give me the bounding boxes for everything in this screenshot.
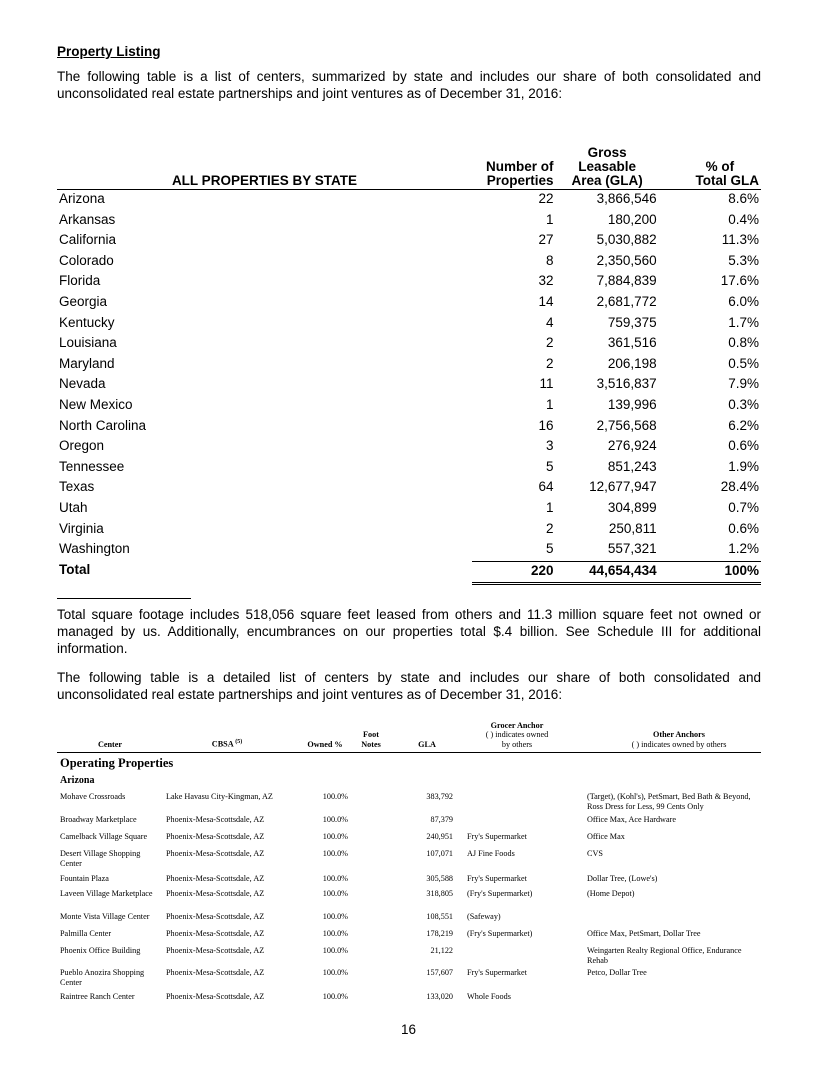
detail-gla: 21,122 [430, 946, 453, 955]
detail-owned: 100.0% [322, 874, 348, 883]
detail-grocer: (Fry's Supermarket) [467, 929, 533, 938]
detail-gla: 87,379 [430, 815, 453, 824]
detail-center: Desert Village Shopping Center [60, 849, 141, 868]
detail-header-gla: GLA [418, 739, 436, 749]
table-row [57, 334, 761, 355]
cell-number: 16 [538, 417, 554, 433]
table-row [57, 211, 761, 232]
detail-other: Weingarten Realty Regional Office, Endurance Rehab [587, 946, 742, 965]
detail-header-grocer: Grocer Anchor ( ) indicates owned by others [485, 720, 549, 749]
summary-header-row [57, 146, 761, 190]
cell-pct: 8.6% [728, 191, 759, 206]
detail-center: Phoenix Office Building [60, 946, 141, 955]
intro2-paragraph: The following table is a detailed list of centers by state and includes our share of both consolidated and unconsolidated real estate partnerships and joint ventures as of December 31, 2016: [57, 670, 761, 702]
total-number: 220 [472, 561, 556, 584]
cell-number: 3 [546, 438, 554, 454]
cell-pct: 1.2% [728, 541, 759, 557]
table-row [57, 252, 761, 273]
table-row [57, 437, 761, 458]
cell-number: 4 [546, 314, 554, 330]
cell-number: 32 [538, 273, 554, 289]
detail-gla: 383,792 [426, 792, 453, 801]
detail-gla: 133,020 [426, 992, 453, 1001]
detail-cbsa: Phoenix-Mesa-Scottsdale, AZ [166, 968, 265, 977]
table-row [57, 520, 761, 541]
cell-number: 1 [546, 499, 554, 515]
detail-center: Monte Vista Village Center [60, 912, 150, 921]
cell-pct: 0.7% [728, 499, 759, 515]
detail-header-center: Center [97, 739, 123, 749]
total-label: Total [59, 562, 91, 578]
cell-gla: 304,899 [607, 499, 657, 515]
detail-other: Office Max, Ace Hardware [587, 815, 676, 824]
summary-table [57, 146, 761, 585]
detail-cbsa: Phoenix-Mesa-Scottsdale, AZ [166, 889, 265, 898]
detail-grocer: Fry's Supermarket [467, 832, 527, 841]
cell-state: Maryland [59, 355, 115, 371]
cell-state: Arizona [59, 191, 105, 206]
cell-gla: 361,516 [607, 335, 657, 351]
cell-gla: 851,243 [607, 458, 657, 474]
cell-gla: 557,321 [607, 541, 657, 557]
cell-gla: 3,516,837 [596, 376, 657, 392]
detail-cbsa: Phoenix-Mesa-Scottsdale, AZ [166, 815, 265, 824]
table-row [57, 478, 761, 499]
detail-header-row [57, 718, 761, 753]
detail-other: (Home Depot) [587, 889, 635, 898]
detail-owned: 100.0% [322, 889, 348, 898]
cell-state: California [59, 232, 117, 248]
table-row [57, 540, 761, 561]
cell-pct: 7.9% [728, 376, 759, 392]
table-row [57, 190, 761, 211]
detail-grocer: AJ Fine Foods [467, 849, 515, 858]
detail-gla: 305,588 [426, 874, 453, 883]
cell-gla: 5,030,882 [596, 232, 657, 248]
detail-header-foot: Foot Notes [361, 730, 381, 749]
detail-cbsa: Phoenix-Mesa-Scottsdale, AZ [166, 929, 265, 938]
table-row [57, 293, 761, 314]
cell-gla: 12,677,947 [589, 479, 657, 495]
cell-gla: 2,350,560 [596, 252, 657, 268]
detail-header-cbsa: CBSA $^{(5)}$ [211, 738, 243, 749]
cell-state: New Mexico [59, 396, 133, 412]
detail-owned: 100.0% [322, 792, 348, 801]
detail-grocer: Whole Foods [467, 992, 511, 1001]
cell-state: Utah [59, 499, 88, 515]
detail-owned: 100.0% [322, 815, 348, 824]
cell-pct: 1.7% [728, 314, 759, 330]
detail-center: Raintree Ranch Center [60, 992, 135, 1001]
detail-other: Office Max, PetSmart, Dollar Tree [587, 929, 701, 938]
header-gla: Gross Leasable Area (GLA) [556, 146, 659, 190]
detail-gla: 178,219 [426, 929, 453, 938]
detail-cbsa: Phoenix-Mesa-Scottsdale, AZ [166, 946, 265, 955]
detail-gla: 157,607 [426, 968, 453, 977]
cell-gla: 180,200 [607, 211, 657, 227]
table-row [57, 355, 761, 376]
cell-state: Arkansas [59, 211, 116, 227]
header-number: Number of Properties [472, 146, 556, 190]
total-pct: 100% [659, 561, 761, 584]
detail-cbsa: Phoenix-Mesa-Scottsdale, AZ [166, 874, 265, 883]
cell-pct: 6.0% [728, 293, 759, 309]
cell-number: 5 [546, 541, 554, 557]
cell-state: Kentucky [59, 314, 115, 330]
detail-gla: 240,951 [426, 832, 453, 841]
cell-number: 27 [538, 232, 554, 248]
cell-state: Florida [59, 273, 101, 289]
cell-number: 1 [546, 211, 554, 227]
cell-state: Georgia [59, 293, 108, 309]
cell-state: Colorado [59, 252, 114, 268]
detail-center: Mohave Crossroads [60, 792, 126, 801]
cell-number: 64 [538, 479, 554, 495]
cell-state: Texas [59, 479, 95, 495]
detail-center: Palmilla Center [60, 929, 112, 938]
cell-gla: 759,375 [607, 314, 657, 330]
cell-pct: 6.2% [728, 417, 759, 433]
detail-center: Camelback Village Square [60, 832, 148, 841]
detail-cbsa: Phoenix-Mesa-Scottsdale, AZ [166, 992, 265, 1001]
summary-body [57, 190, 761, 584]
detail-grocer: (Safeway) [467, 912, 501, 921]
detail-grocer: (Fry's Supermarket) [467, 889, 533, 898]
table-row [57, 458, 761, 479]
detail-center: Fountain Plaza [60, 874, 109, 883]
cell-state: Louisiana [59, 335, 117, 351]
detail-owned: 100.0% [322, 992, 348, 1001]
cell-pct: 5.3% [728, 252, 759, 268]
detail-owned: 100.0% [322, 946, 348, 955]
detail-cbsa: Phoenix-Mesa-Scottsdale, AZ [166, 912, 265, 921]
detail-owned: 100.0% [322, 929, 348, 938]
table-row [57, 396, 761, 417]
detail-gla: 107,071 [426, 849, 453, 858]
detail-cbsa: Phoenix-Mesa-Scottsdale, AZ [166, 849, 265, 858]
cell-state: Tennessee [59, 458, 125, 474]
table-row [57, 231, 761, 252]
cell-pct: 0.6% [728, 438, 759, 454]
cell-state: Virginia [59, 520, 104, 536]
cell-number: 22 [538, 191, 554, 206]
detail-center: Pueblo Anozira Shopping Center [60, 968, 145, 987]
detail-owned: 100.0% [322, 832, 348, 841]
cell-number: 2 [546, 335, 554, 351]
cell-number: 8 [546, 252, 554, 268]
detail-grocer: Fry's Supermarket [467, 968, 527, 977]
cell-number: 2 [546, 355, 554, 371]
table-row [57, 499, 761, 520]
table-row [57, 314, 761, 335]
header-state: ALL PROPERTIES BY STATE [57, 146, 472, 190]
detail-header-other: Other Anchors ( ) indicates owned by others [631, 730, 727, 749]
intro-paragraph: The following table is a list of centers, summarized by state and includes our share of both consolidated and unconsolidated real estate partnerships and joint ventures as of December 31, 2016: [57, 69, 761, 101]
cell-pct: 1.9% [728, 458, 759, 474]
detail-center: Laveen Village Marketplace [60, 889, 153, 898]
detail-cbsa: Phoenix-Mesa-Scottsdale, AZ [166, 832, 265, 841]
cell-gla: 206,198 [607, 355, 657, 371]
cell-state: North Carolina [59, 417, 147, 433]
section-title: Operating Properties [60, 756, 174, 770]
cell-pct: 11.3% [721, 232, 759, 248]
cell-number: 5 [546, 458, 554, 474]
cell-state: Oregon [59, 438, 105, 454]
table-row [57, 417, 761, 438]
footnote-rule [57, 598, 191, 599]
detail-owned: 100.0% [322, 968, 348, 977]
cell-gla: 276,924 [607, 438, 657, 454]
cell-gla: 2,756,568 [596, 417, 657, 433]
cell-number: 11 [539, 376, 554, 392]
table-row [57, 272, 761, 293]
detail-owned: 100.0% [322, 849, 348, 858]
detail-other: Dollar Tree, (Lowe's) [587, 874, 658, 883]
cell-gla: 3,866,546 [596, 191, 657, 206]
detail-other: (Target), (Kohl's), PetSmart, Bed Bath & Beyond, Ross Dress for Less, 99 Cents Only [587, 792, 751, 811]
detail-other: Office Max [587, 832, 625, 841]
header-pct: % of Total GLA [659, 146, 761, 190]
detail-other: Petco, Dollar Tree [587, 968, 647, 977]
cell-pct: 28.4% [720, 479, 759, 495]
cell-state: Washington [59, 541, 130, 557]
cell-gla: 7,884,839 [596, 273, 657, 289]
detail-cbsa: Lake Havasu City-Kingman, AZ [166, 792, 273, 801]
cell-pct: 0.8% [728, 335, 759, 351]
table-row [57, 375, 761, 396]
detail-gla: 108,551 [426, 912, 453, 921]
cell-pct: 0.4% [728, 211, 759, 227]
cell-number: 1 [546, 396, 554, 412]
state-title: Arizona [60, 775, 95, 786]
detail-center: Broadway Marketplace [60, 815, 137, 824]
cell-state: Nevada [59, 376, 106, 392]
page-number: 16 [400, 1022, 417, 1037]
detail-gla: 318,805 [426, 889, 453, 898]
cell-gla: 250,811 [608, 520, 657, 536]
cell-gla: 139,996 [607, 396, 657, 412]
cell-gla: 2,681,772 [596, 293, 657, 309]
total-gla: 44,654,434 [556, 561, 659, 584]
detail-grocer: Fry's Supermarket [467, 874, 527, 883]
cell-number: 2 [546, 520, 554, 536]
detail-owned: 100.0% [322, 912, 348, 921]
cell-pct: 0.5% [728, 355, 759, 371]
cell-pct: 0.6% [728, 520, 759, 536]
footnote-paragraph: Total square footage includes 518,056 square feet leased from others and 11.3 million square feet not owned or managed by us. Additionally, encumbrances on our properties total $.4 billion. See Schedule III for additional information. [57, 607, 761, 656]
detail-other: CVS [587, 849, 603, 858]
detail-header-owned: Owned % [307, 739, 343, 749]
cell-number: 14 [538, 293, 554, 309]
total-row [57, 561, 761, 584]
cell-pct: 0.3% [728, 396, 759, 412]
section-heading: Property Listing [57, 44, 161, 59]
cell-pct: 17.6% [720, 273, 759, 289]
